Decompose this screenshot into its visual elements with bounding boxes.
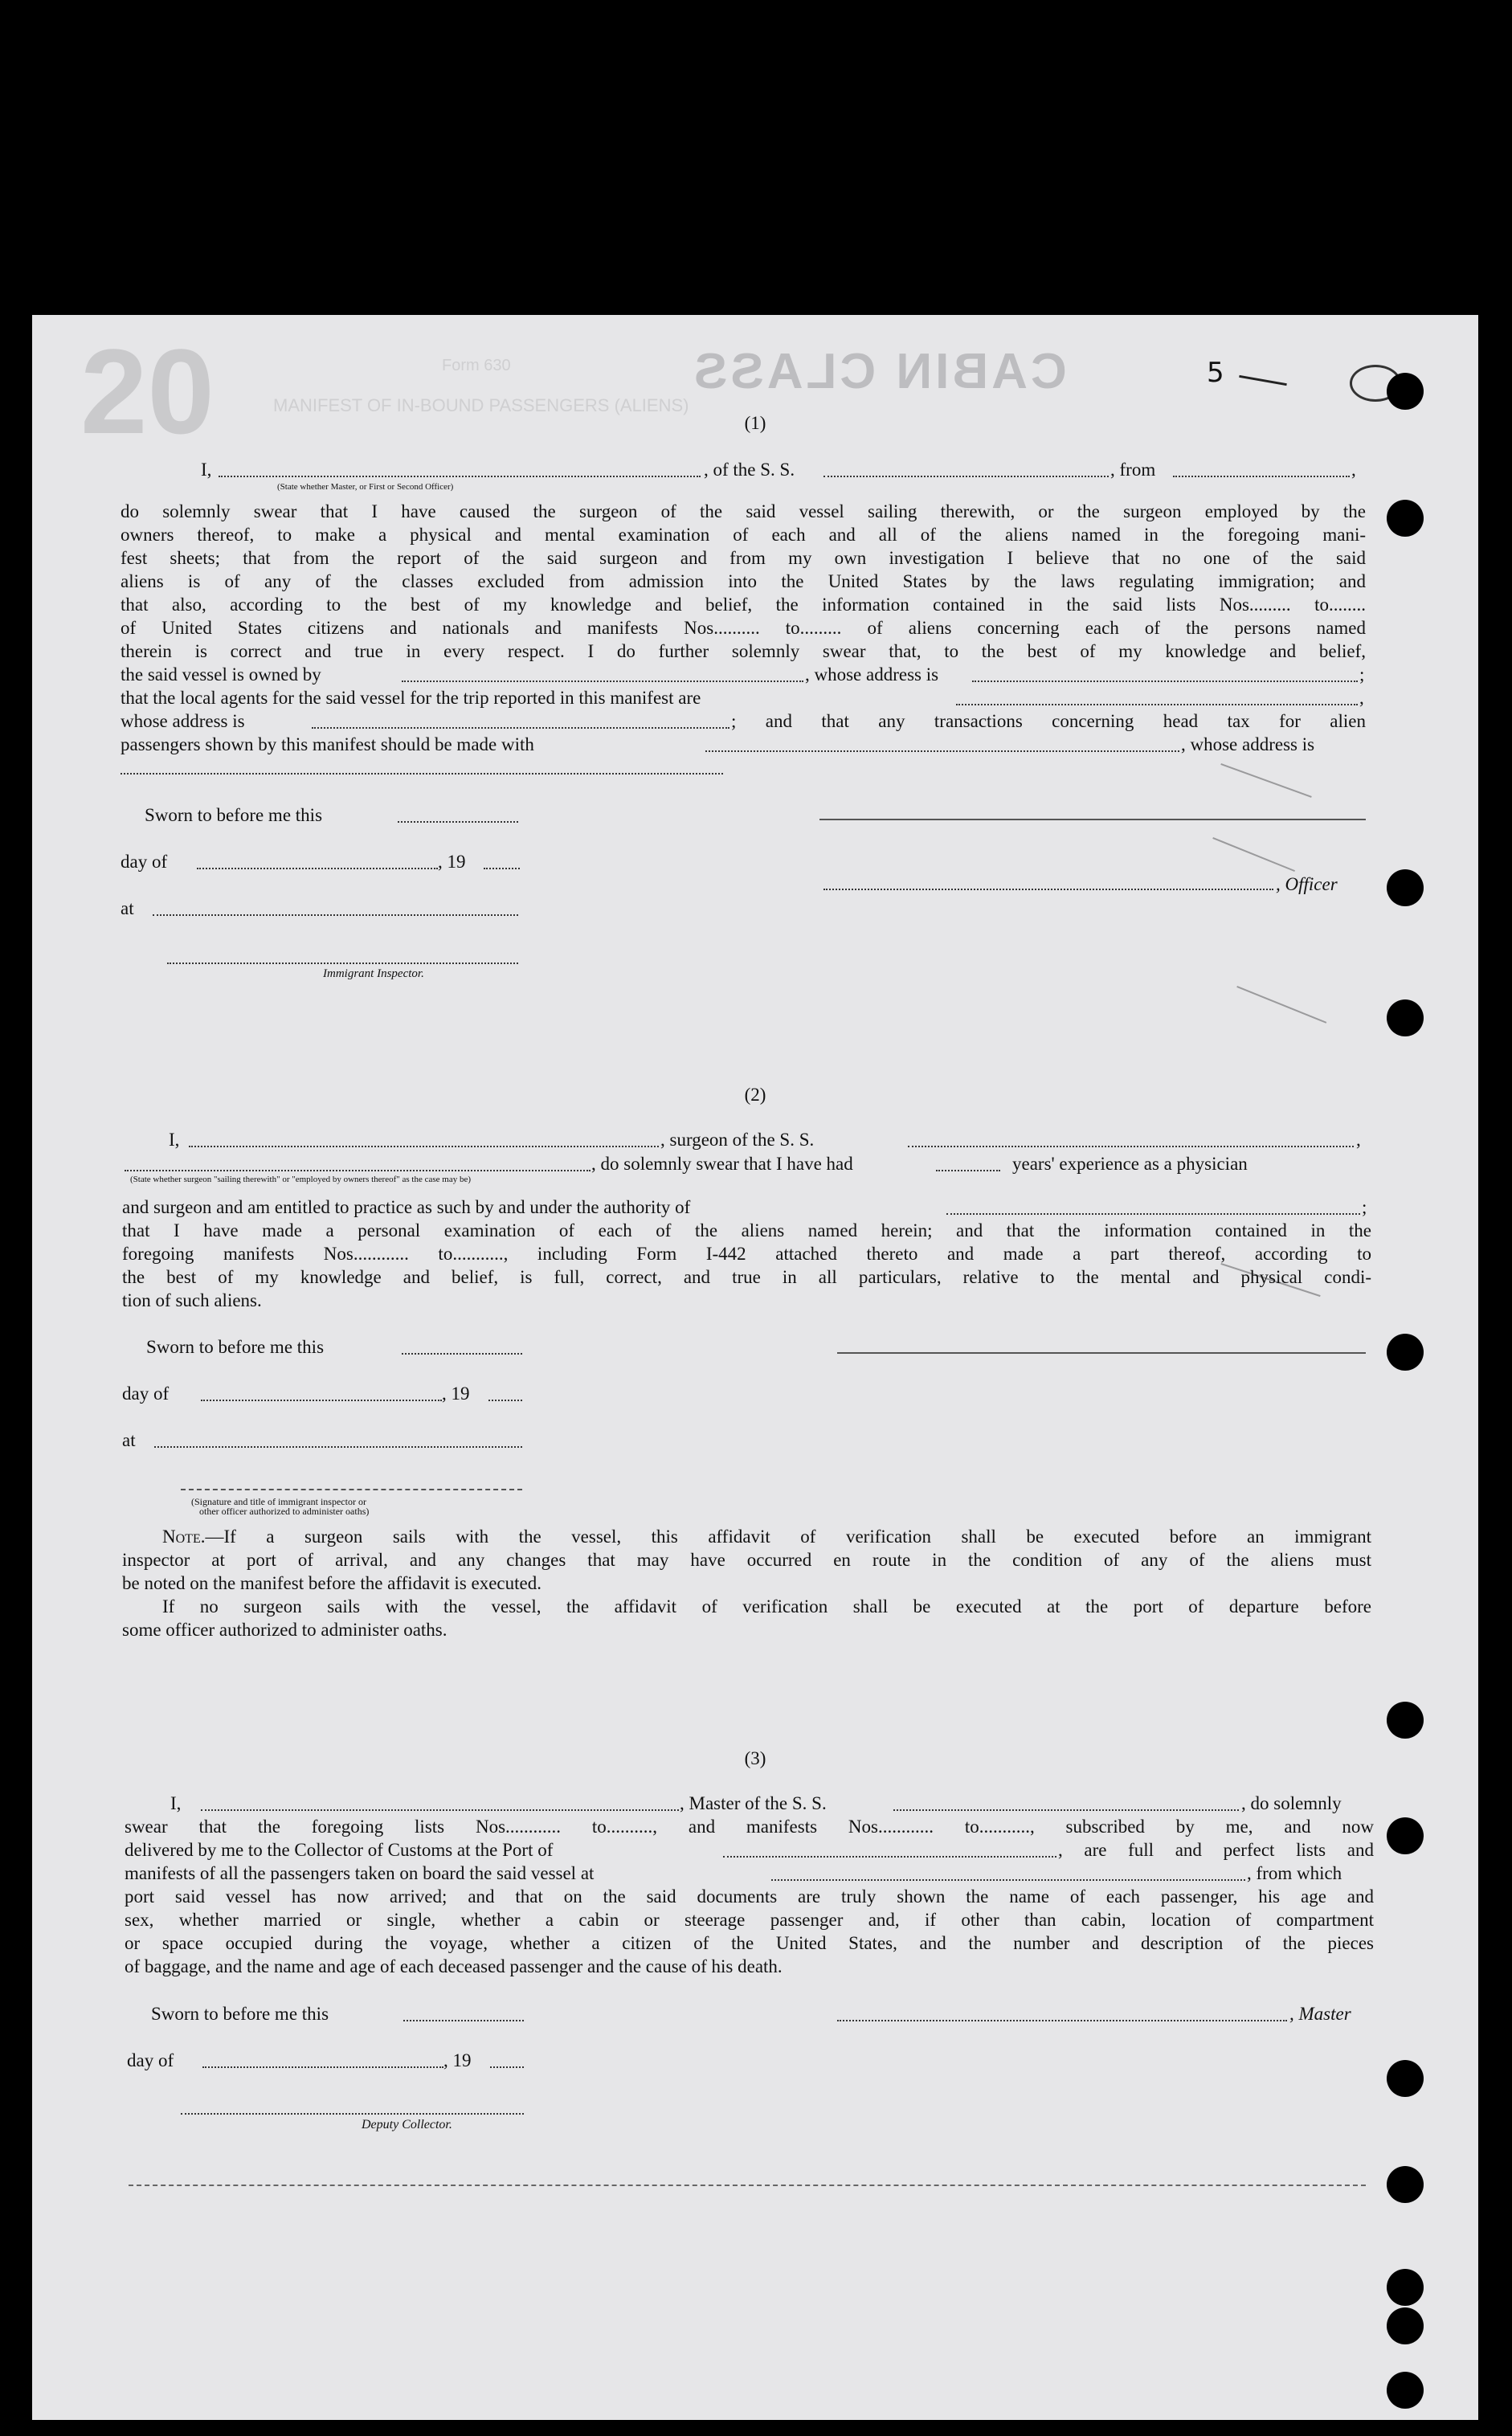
s1-officer-label: , Officer [1276, 874, 1338, 894]
s1-line1-end: , [1351, 460, 1356, 480]
s3-oath-body [125, 1815, 1374, 1838]
footer-rule [129, 2184, 1366, 2186]
s2-surgeon-name-field[interactable] [189, 1144, 659, 1147]
s2-year-label: , 19 [442, 1384, 470, 1404]
s1-oath-line: of United States citizens and nationals and manifests Nos.......... to......... of aliens concerning each of the persons named [121, 618, 1366, 638]
s1-agents-address-field[interactable] [312, 725, 729, 729]
faint-manifest-heading: MANIFEST OF IN-BOUND PASSENGERS (ALIENS) [273, 395, 689, 415]
s2-surgeon-label: , surgeon of the S. S. [660, 1130, 815, 1150]
s1-oath-line: aliens is of any of the classes excluded from admission into the United States by the laws regulating immigration; and [121, 571, 1366, 591]
s1-ss-label: , of the S. S. [704, 460, 795, 480]
s3-oath-line: swear that the foregoing lists Nos............ to.........., and manifests Nos............ to..........., subscribed by me, and now [125, 1817, 1374, 1837]
s1-year-field[interactable] [484, 866, 520, 869]
s1-whose-label: whose address is [121, 711, 245, 731]
s3-oath-line: sex, whether married or single, whether a cabin or steerage passenger and, if other than cabin, location of compartment [125, 1910, 1374, 1930]
s2-note-text: —If a surgeon sails with the vessel, this affidavit of verification shall be executed before an immigrant [205, 1527, 1371, 1547]
punch-hole-icon [1387, 2166, 1424, 2203]
s1-oath-line: do solemnly swear that I have caused the surgeon of the said vessel sailing therewith, or the surgeon employed by the [121, 501, 1366, 521]
s1-agents-end: , [1359, 688, 1364, 708]
s3-master-label: , Master of the S. S. [680, 1793, 827, 1813]
s3-sworn-label: Sworn to before me this [151, 2004, 329, 2024]
s2-surgeon-signature-line[interactable] [837, 1351, 1366, 1354]
s3-sworn-day-field[interactable] [403, 2018, 524, 2021]
section-1-number: (1) [744, 413, 766, 433]
s1-owner-address-label: , whose address is [805, 664, 939, 685]
s2-sworn-label: Sworn to before me this [146, 1337, 325, 1357]
s2-day-label: day of [122, 1384, 170, 1404]
s2-authority-field[interactable] [946, 1212, 1360, 1215]
s2-oath-line: the best of my knowledge and belief, is full, correct, and true in all particulars, relative to the mental and physical condi- [122, 1267, 1371, 1287]
s2-note-block [122, 1525, 1371, 1641]
punch-hole-icon [1387, 373, 1424, 410]
s1-inspector-signature-field[interactable] [167, 961, 518, 964]
s1-head-tax-address-field[interactable] [121, 771, 723, 775]
punch-hole-icon [1387, 1334, 1424, 1371]
s3-board-end: , from which [1247, 1863, 1342, 1883]
s3-day-label: day of [127, 2050, 174, 2070]
s1-oath-line: that also, according to the best of my knowledge and belief, the information contained in the said lists Nos......... to........ [121, 595, 1366, 615]
s1-year-label: , 19 [438, 852, 466, 872]
s1-ship-name-field[interactable] [823, 474, 1109, 477]
s2-ship-name-field[interactable] [908, 1144, 1354, 1147]
punch-hole-icon [1387, 1702, 1424, 1739]
s1-officer-subnote: (State whether Master, or First or Second Officer) [277, 482, 454, 492]
s2-oath-line: that I have made a personal examination of each of the aliens named herein; and that the information contained in the [122, 1220, 1371, 1240]
cabin-class-stamp: CABIN CLASS [691, 344, 1067, 399]
s2-i-label: I, [169, 1130, 180, 1150]
s1-officer-name-field-2[interactable] [823, 887, 1273, 890]
section-3-number: (3) [744, 1748, 766, 1768]
s3-master-sign-label: , Master [1289, 2004, 1351, 2024]
corner-pencil-mark: 5 [1207, 357, 1224, 389]
punch-hole-icon [1387, 500, 1424, 537]
s3-port-label: delivered by me to the Collector of Customs at the Port of [125, 1840, 554, 1860]
s2-swear-label: , do solemnly swear that I have had [591, 1154, 853, 1174]
s1-from-label: , from [1110, 460, 1156, 480]
s2-note-line [122, 1525, 1371, 1548]
s3-oath-line: of baggage, and the name and age of each deceased passenger and the cause of his death. [125, 1956, 783, 1976]
s3-i-label: I, [170, 1793, 182, 1813]
s1-officer-signature-line[interactable] [819, 818, 1366, 820]
s1-head-tax-text: ; and that any transactions concerning head tax for alien [731, 711, 1366, 731]
s2-years-field[interactable] [936, 1168, 1000, 1171]
s3-port-end: , are full and perfect lists and [1058, 1840, 1374, 1860]
punch-hole-icon [1387, 2060, 1424, 2097]
s2-signature-note: (Signature and title of immigrant inspector or [191, 1496, 366, 1507]
section-2-number: (2) [744, 1085, 766, 1105]
s1-head-tax-agent-field[interactable] [705, 749, 1179, 752]
s1-at-label: at [121, 898, 134, 918]
s1-oath-body [121, 500, 1366, 663]
s1-from-field[interactable] [1173, 474, 1350, 477]
s2-sworn-day-field[interactable] [402, 1351, 522, 1355]
manifest-page [32, 315, 1478, 2420]
s1-owner-address-field[interactable] [972, 679, 1358, 682]
corner-dash-mark [1239, 375, 1287, 386]
s3-oath-line: port said vessel has now arrived; and that on the said documents are truly shown the name of each passenger, his age and [125, 1886, 1374, 1907]
s2-day-field[interactable] [201, 1398, 442, 1401]
s3-departure-port-field[interactable] [771, 1878, 1245, 1881]
punch-hole-icon [1387, 999, 1424, 1036]
s2-note-line: some officer authorized to administer oaths. [122, 1620, 447, 1640]
s1-oath-line: therein is correct and true in every respect. I do further solemnly swear that, to the best of my knowledge and belief, [121, 641, 1366, 661]
s2-note-label: Note. [162, 1527, 206, 1547]
s2-note-line: inspector at port of arrival, and any changes that may have occurred en route in the condition of any of the aliens must [122, 1550, 1371, 1570]
s3-oath-line: or space occupied during the voyage, whether a citizen of the United States, and the number and description of the pieces [125, 1933, 1374, 1953]
s3-deputy-signature-field[interactable] [181, 2111, 524, 2115]
s2-note-line: If no surgeon sails with the vessel, the affidavit of verification shall be executed at the port of departure before [162, 1596, 1371, 1617]
s3-year-field[interactable] [490, 2065, 524, 2068]
punch-hole-icon [1387, 869, 1424, 906]
bleed-stroke [1236, 986, 1326, 1024]
s2-years-label: years' experience as a physician [1012, 1154, 1248, 1174]
s1-passengers-address-label: , whose address is [1181, 734, 1315, 754]
s2-line1-end: , [1356, 1130, 1361, 1150]
punch-hole-icon [1387, 2372, 1424, 2409]
s1-owner-field[interactable] [402, 679, 803, 682]
s2-surgeon-type-field[interactable] [125, 1168, 590, 1171]
s1-owned-end: ; [1359, 664, 1365, 685]
s2-signature-note: other officer authorized to administer oaths) [199, 1506, 370, 1517]
punch-hole-icon [1387, 2307, 1424, 2344]
punch-hole-icon [1387, 2269, 1424, 2306]
s2-note-line: be noted on the manifest before the affidavit is executed. [122, 1573, 541, 1593]
s3-board-label: manifests of all the passengers taken on board the said vessel at [125, 1863, 595, 1883]
s2-inspector-signature-line[interactable] [181, 1488, 522, 1490]
page-number-stamp: 20 [80, 324, 215, 459]
s1-officer-name-field[interactable] [219, 474, 701, 477]
bleed-stroke [1212, 837, 1295, 872]
s2-authority-label: and surgeon and am entitled to practice as such by and under the authority of [122, 1197, 691, 1217]
s3-line1-end: , do solemnly [1241, 1793, 1342, 1813]
s1-at-field[interactable] [153, 913, 518, 916]
s1-inspector-label: Immigrant Inspector. [323, 967, 424, 980]
faint-form-number: Form 630 [442, 357, 511, 374]
s1-sworn-day-field[interactable] [398, 819, 518, 823]
s3-ship-name-field[interactable] [893, 1808, 1239, 1811]
s1-oath-line: fest sheets; that from the report of the said surgeon and from my own investigation I believe that no one of the said [121, 548, 1366, 568]
s1-oath-line: owners thereof, to make a physical and mental examination of each and all of the aliens named in the foregoing mani- [121, 525, 1366, 545]
s3-oath-body-2 [125, 1885, 1374, 1978]
s1-sworn-label: Sworn to before me this [145, 805, 323, 825]
s3-master-signature-field[interactable] [837, 2018, 1287, 2021]
s3-day-field[interactable] [202, 2065, 443, 2068]
s2-year-field[interactable] [488, 1398, 522, 1401]
punch-hole-icon [1387, 1817, 1424, 1854]
s2-oath-line: tion of such aliens. [122, 1290, 262, 1310]
s1-passengers-label: passengers shown by this manifest should be made with [121, 734, 534, 754]
s2-at-field[interactable] [154, 1445, 522, 1448]
s1-day-field[interactable] [197, 866, 438, 869]
s3-year-label: , 19 [443, 2050, 472, 2070]
s2-at-label: at [122, 1430, 136, 1450]
s1-agents-field[interactable] [956, 702, 1358, 705]
s2-oath-line: foregoing manifests Nos............ to..........., including Form I-442 attached thereto and made a part thereof, according to [122, 1244, 1371, 1264]
bleed-stroke [1220, 763, 1311, 798]
s3-master-name-field[interactable] [201, 1808, 679, 1811]
s2-authority-end: ; [1362, 1197, 1367, 1217]
s3-port-field[interactable] [723, 1854, 1056, 1858]
s1-agents-label: that the local agents for the said vessel for the trip reported in this manifest are [121, 688, 701, 708]
s3-deputy-label: Deputy Collector. [362, 2118, 452, 2132]
s1-owned-label: the said vessel is owned by [121, 664, 321, 685]
s2-surgeon-subnote: (State whether surgeon "sailing therewith" or "employed by owners thereof" as the case may be) [130, 1175, 472, 1184]
s1-i-label: I, [201, 460, 212, 480]
s2-oath-body [122, 1219, 1371, 1312]
s1-day-label: day of [121, 852, 168, 872]
